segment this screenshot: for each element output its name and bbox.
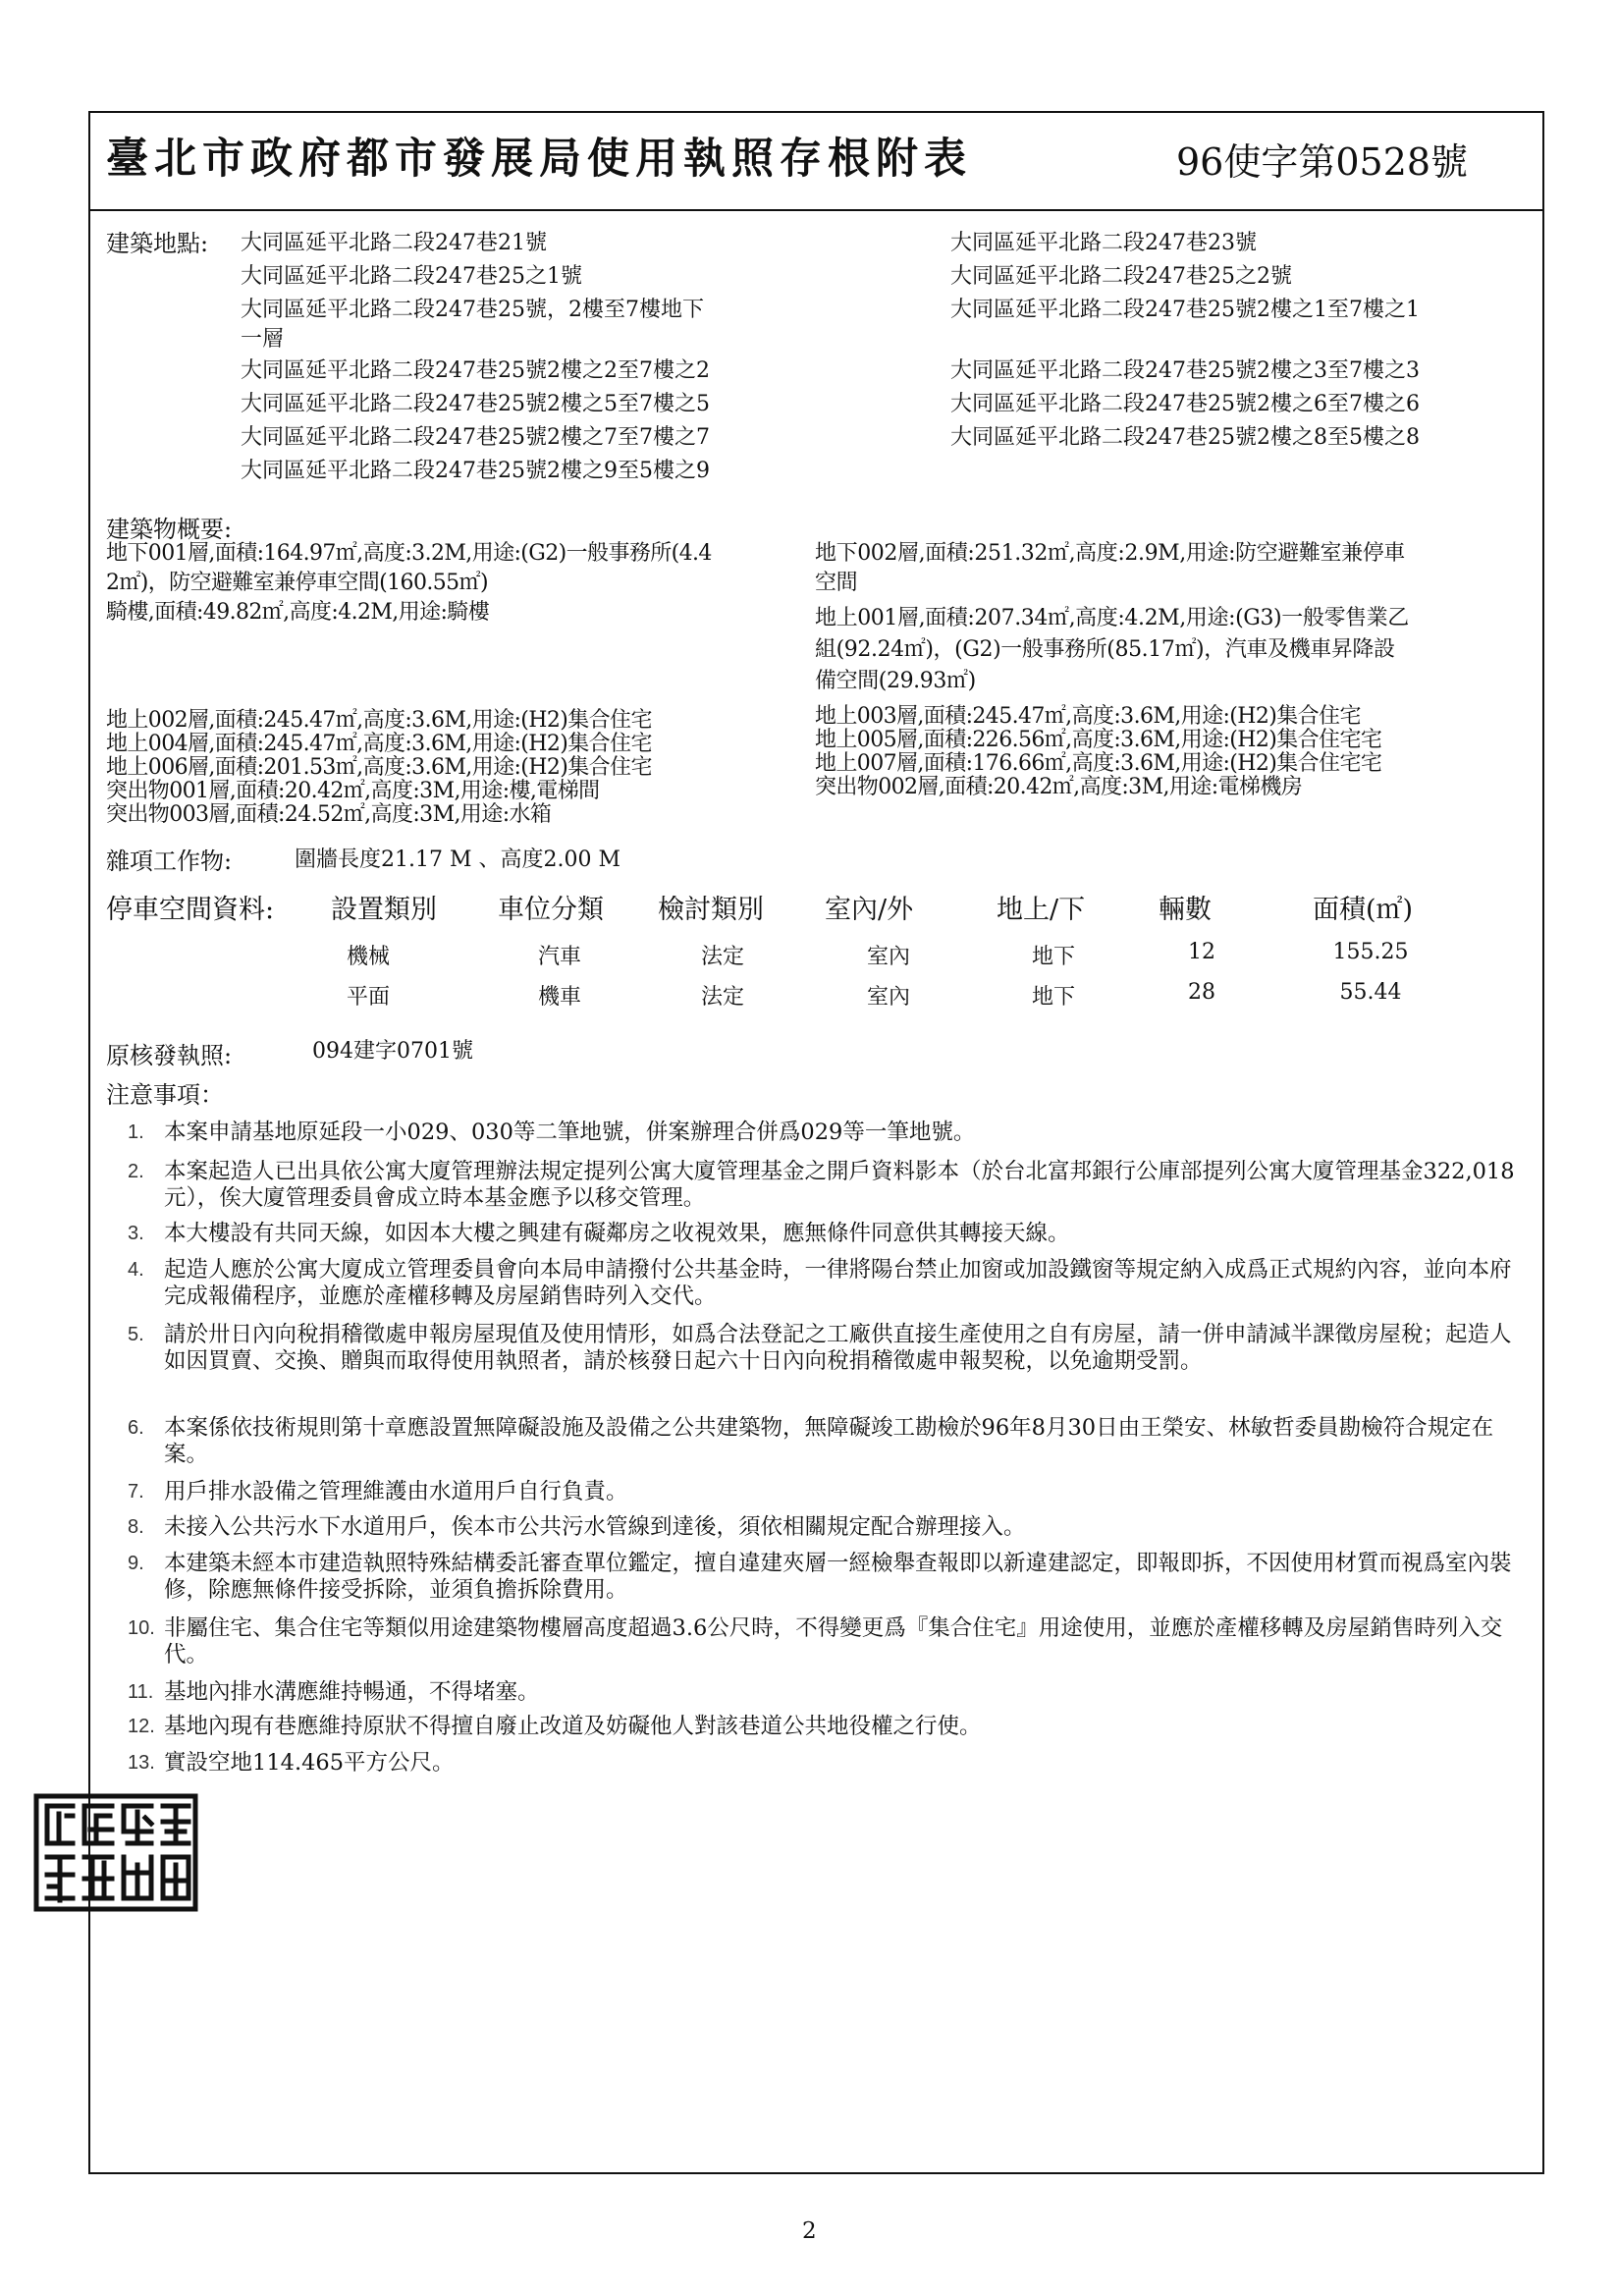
building-line: 騎樓,面積:49.82㎡,高度:4.2M,用途:騎樓 xyxy=(106,600,490,625)
parking-cell: 機械 xyxy=(346,945,390,969)
parking-cell: 平面 xyxy=(346,985,390,1010)
site-address: 大同區延平北路二段247巷25之1號 xyxy=(241,264,582,289)
note-text: 本案起造人已出具依公寓大廈管理辦法規定提列公寓大廈管理基金之開戶資料影本（於台北富邦銀行公庫部提列公寓大廈管理基金322,018元），俟大廈管理委員會成立時本基金應予以移交管理。 xyxy=(164,1159,1515,1211)
site-address: 大同區延平北路二段247巷25號2樓之2至7樓之2 xyxy=(241,358,710,383)
floor-line: 地上005層,面積:226.56㎡,高度:3.6M,用途:(H2)集合住宅宅 xyxy=(815,728,1382,752)
parking-cell: 12 xyxy=(1188,940,1215,964)
parking-header: 車位分類 xyxy=(498,895,604,925)
parking-header: 面積(㎡) xyxy=(1313,895,1414,925)
note-number: 6. xyxy=(128,1417,144,1439)
floor-line: 地上002層,面積:245.47㎡,高度:3.6M,用途:(H2)集合住宅 xyxy=(106,708,652,733)
site-address: 大同區延平北路二段247巷25之2號 xyxy=(950,264,1292,289)
site-address: 大同區延平北路二段247巷25號2樓之7至7樓之7 xyxy=(241,425,710,450)
parking-cell: 155.25 xyxy=(1332,940,1409,964)
site-address: 大同區延平北路二段247巷25號2樓之5至7樓之5 xyxy=(241,392,710,416)
site-right-list xyxy=(950,230,1420,454)
building-left-floors xyxy=(106,709,652,827)
parking-header: 輛數 xyxy=(1159,895,1212,925)
note-number: 13. xyxy=(128,1752,155,1774)
note-text: 基地內現有巷應維持原狀不得擅自廢止改道及妨礙他人對該巷道公共地役權之行使。 xyxy=(164,1714,982,1739)
parking-cell: 汽車 xyxy=(537,945,581,969)
site-address: 大同區延平北路二段247巷25號2樓之3至7樓之3 xyxy=(950,358,1420,383)
original-permit-label: 原核發執照: xyxy=(106,1042,233,1069)
building-right-top xyxy=(815,540,1409,697)
note-text: 請於卅日內向稅捐稽徵處申報房屋現值及使用情形，如爲合法登記之工廠供直接生產使用之自有房屋，請一併申請減半課徵房屋稅；起造人如因買賣、交換、贈與而取得使用執照者，請於核發日起六十日內向稅捐稽徵處申報契稅，以免逾期受罰。 xyxy=(164,1322,1512,1374)
note-text: 用戶排水設備之管理維護由水道用戶自行負責。 xyxy=(164,1479,628,1504)
note-text: 本建築未經本市建造執照特殊結構委託審查單位鑑定，擅自違建夾層一經檢舉查報即以新違建認定，即報即拆，不因使用材質而視爲室內裝修，除應無條件接受拆除，並須負擔拆除費用。 xyxy=(164,1551,1512,1603)
parking-header: 檢討類別 xyxy=(658,895,764,925)
misc-works-value: 圍牆長度21.17 M 、高度2.00 M xyxy=(295,847,620,872)
note-number: 3. xyxy=(128,1223,144,1244)
note-number: 11. xyxy=(128,1681,154,1703)
site-label: 建築地點: xyxy=(106,230,209,257)
site-address: 大同區延平北路二段247巷25號2樓之8至5樓之8 xyxy=(950,425,1420,450)
permit-number: 96使字第0528號 xyxy=(1176,140,1469,184)
parking-cell: 室內 xyxy=(866,945,910,969)
building-line: 2㎡)，防空避難室兼停車空間(160.55㎡) xyxy=(106,571,488,595)
parking-label: 停車空間資料: xyxy=(106,895,275,925)
parking-cell: 機車 xyxy=(537,985,581,1010)
building-right-floors xyxy=(815,705,1381,799)
site-address: 一層 xyxy=(241,327,285,352)
document-title: 臺北市政府都市發展局使用執照存根附表 xyxy=(106,135,972,184)
site-address: 大同區延平北路二段247巷25號2樓之9至5樓之9 xyxy=(241,459,710,483)
floor-line: 地上003層,面積:245.47㎡,高度:3.6M,用途:(H2)集合住宅 xyxy=(815,704,1361,729)
parking-cell: 55.44 xyxy=(1339,980,1402,1005)
floor-line: 地上004層,面積:245.47㎡,高度:3.6M,用途:(H2)集合住宅 xyxy=(106,732,652,756)
floor-line: 地上007層,面積:176.66㎡,高度:3.6M,用途:(H2)集合住宅宅 xyxy=(815,751,1382,776)
site-address: 大同區延平北路二段247巷25號2樓之6至7樓之6 xyxy=(950,392,1420,416)
parking-cell: 地下 xyxy=(1031,985,1075,1010)
building-line: 空間 xyxy=(815,571,858,595)
note-text: 本案係依技術規則第十章應設置無障礙設施及設備之公共建築物，無障礙竣工勘檢於96年8月30日由王榮安、林敏哲委員勘檢符合規定在案。 xyxy=(164,1415,1494,1467)
page-number: 2 xyxy=(802,2218,817,2244)
building-line: 組(92.24㎡)，(G2)一般事務所(85.17㎡)，汽車及機車昇降設 xyxy=(815,637,1395,662)
note-number: 12. xyxy=(128,1716,155,1737)
note-text: 起造人應於公寓大廈成立管理委員會向本局申請撥付公共基金時，一律將陽台禁止加窗或加設鐵窗等規定納入成爲正式規約內容，並向本府完成報備程序，並應於產權移轉及房屋銷售時列入交代。 xyxy=(164,1257,1512,1309)
parking-cell: 地下 xyxy=(1031,945,1075,969)
parking-cell: 室內 xyxy=(866,985,910,1010)
floor-line: 突出物001層,面積:20.42㎡,高度:3M,用途:樓,電梯間 xyxy=(106,779,600,803)
floor-line: 地上006層,面積:201.53㎡,高度:3.6M,用途:(H2)集合住宅 xyxy=(106,755,652,780)
note-text: 實設空地114.465平方公尺。 xyxy=(164,1750,455,1776)
floor-line: 突出物002層,面積:20.42㎡,高度:3M,用途:電梯機房 xyxy=(815,775,1303,799)
note-number: 9. xyxy=(128,1553,144,1574)
building-line: 地下001層,面積:164.97㎡,高度:3.2M,用途:(G2)一般事務所(4.4 xyxy=(106,541,712,566)
note-text: 本案申請基地原延段一小029、030等二筆地號，併案辦理合併爲029等一筆地號。 xyxy=(164,1120,976,1145)
original-permit-value: 094建字0701號 xyxy=(312,1039,473,1064)
official-seal-stamp xyxy=(33,1792,200,1914)
misc-works-label: 雜項工作物: xyxy=(106,847,233,875)
parking-header: 室內/外 xyxy=(825,895,914,925)
parking-cell: 28 xyxy=(1188,980,1215,1005)
building-line: 地上001層,面積:207.34㎡,高度:4.2M,用途:(G3)一般零售業乙 xyxy=(815,606,1409,630)
note-number: 4. xyxy=(128,1259,144,1281)
building-line: 地下002層,面積:251.32㎡,高度:2.9M,用途:防空避難室兼停車 xyxy=(815,541,1405,566)
parking-cell: 法定 xyxy=(700,985,744,1010)
header-divider xyxy=(88,209,1542,211)
building-left-top xyxy=(106,540,712,629)
parking-cell: 法定 xyxy=(700,945,744,969)
floor-line: 突出物003層,面積:24.52㎡,高度:3M,用途:水箱 xyxy=(106,802,552,827)
building-label: 建築物概要: xyxy=(106,516,233,543)
notes-label: 注意事項： xyxy=(106,1081,224,1109)
note-number: 8. xyxy=(128,1516,144,1538)
note-number: 2. xyxy=(128,1161,144,1182)
note-text: 基地內排水溝應維持暢通，不得堵塞。 xyxy=(164,1679,540,1705)
site-address: 大同區延平北路二段247巷23號 xyxy=(950,231,1257,255)
note-number: 10. xyxy=(128,1617,155,1639)
parking-header: 設置類別 xyxy=(331,895,437,925)
site-address: 大同區延平北路二段247巷25號2樓之1至7樓之1 xyxy=(950,298,1420,322)
note-number: 5. xyxy=(128,1324,144,1345)
site-left-list xyxy=(241,230,710,487)
note-text: 未接入公共污水下水道用戶，俟本市公共污水管線到達後，須依相關規定配合辦理接入。 xyxy=(164,1514,1026,1540)
note-text: 非屬住宅、集合住宅等類似用途建築物樓層高度超過3.6公尺時，不得變更爲『集合住宅』用途使用，並應於產權移轉及房屋銷售時列入交代。 xyxy=(164,1615,1503,1667)
building-line: 備空間(29.93㎡) xyxy=(815,669,976,693)
site-address: 大同區延平北路二段247巷25號，2樓至7樓地下 xyxy=(241,298,704,322)
note-number: 1. xyxy=(128,1121,144,1143)
parking-header: 地上/下 xyxy=(997,895,1086,925)
note-number: 7. xyxy=(128,1481,144,1503)
note-text: 本大樓設有共同天線，如因本大樓之興建有礙鄰房之收視效果，應無條件同意供其轉接天線。 xyxy=(164,1221,1070,1246)
site-address: 大同區延平北路二段247巷21號 xyxy=(241,231,547,255)
